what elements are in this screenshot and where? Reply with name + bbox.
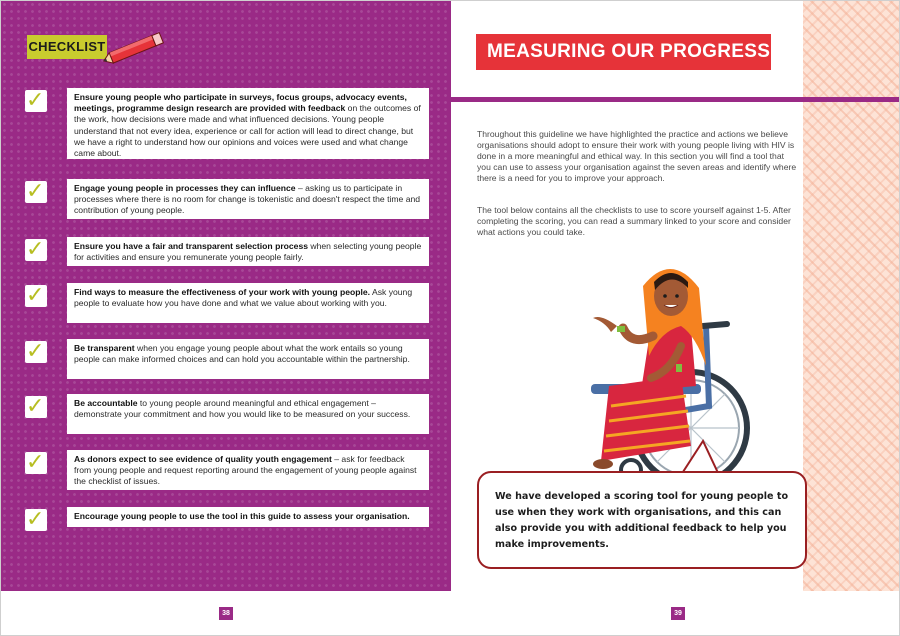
page-title: MEASURING OUR PROGRESS (476, 34, 771, 70)
checklist-item-heading: Ensure young people who participate in surveys, focus groups, advocacy events, meetings, programme design research are provided with feedback (74, 92, 407, 114)
pencil-icon (101, 27, 173, 67)
check-icon: ✓ (25, 239, 47, 261)
checklist-item-text: – ask for feedback from young people and request reporting around the engagement of young people against the checklist of issues. (74, 454, 417, 487)
checklist-item-text: – asking us to participate in processes where there is no room for change is tokenistic and doesn't respect the time and contribution of young people. (74, 183, 421, 216)
intro-paragraph: Throughout this guideline we have highlighted the practice and actions we believe organisations should adopt to ensure their work with young people living with HIV is done in a more meaningful and ethical way. In this section you will find a tool that you can use to assess your organisation against the seven areas and identify where there is a need for you to improve your approach. (477, 129, 797, 184)
checklist-item-text: when you engage young people about what the work entails so young people can make informed choices and can hold you accountable within the partnership. (74, 343, 410, 365)
check-icon: ✓ (25, 181, 47, 203)
page-number-left: 38 (219, 607, 233, 620)
checklist-tag: CHECKLIST (27, 35, 107, 59)
woman-in-wheelchair-illustration (531, 256, 811, 486)
check-icon: ✓ (25, 285, 47, 307)
checklist-item-text: when selecting young people for activities and ensure you remunerate young people fairly. (74, 241, 422, 263)
intro-paragraph-2: The tool below contains all the checklists to use to score yourself against 1-5. After completing the scoring, you can read a summary linked to your score and consider what actions you could take. (477, 205, 791, 238)
checklist-card (67, 450, 429, 490)
page-number-right: 39 (671, 607, 685, 620)
checklist-card (67, 179, 429, 219)
speech-bubble-tail (673, 439, 733, 475)
checklist-item-text: to young people around meaningful and ethical engagement – demonstrate your commitment and how you would like to be measured on your success. (74, 398, 411, 420)
divider-line (451, 97, 900, 102)
right-page (451, 1, 900, 636)
checklist-item-heading: Ensure you have a fair and transparent selection process (74, 241, 309, 251)
check-icon: ✓ (25, 396, 47, 418)
check-icon: ✓ (25, 341, 47, 363)
checklist-item-heading: Be transparent (74, 343, 135, 353)
checklist-card (67, 339, 429, 379)
checklist-item-heading: Engage young people in processes they can influence (74, 183, 296, 193)
checklist-card (67, 283, 429, 323)
check-icon: ✓ (25, 452, 47, 474)
checklist-item-text: on the outcomes of the work, how decisions were made and what influenced decisions. Young people understand that not every idea, experience or call for action will lead to direct change, but we have a right to understand how our opinions and voices were used and what change came about. (74, 103, 421, 159)
chevron-pattern-strip (803, 1, 900, 591)
check-icon: ✓ (25, 90, 47, 112)
check-icon: ✓ (25, 509, 47, 531)
checklist-item-heading: As donors expect to see evidence of quality youth engagement (74, 454, 332, 464)
checklist-item-heading: Find ways to measure the effectiveness of your work with young people. (74, 287, 371, 297)
checklist-item-heading: Be accountable (74, 398, 138, 408)
checklist-card (67, 394, 429, 434)
speech-bubble: We have developed a scoring tool for young people to use when they work with organisations, and this can also provide you with additional feedback to help you make improvements. (477, 471, 807, 569)
checklist-card (67, 88, 429, 159)
checklist-card (67, 507, 429, 527)
checklist-item-text: Ask young people to evaluate how you have done and what we value about working with you. (74, 287, 413, 309)
checklist-item-heading: Encourage young people to use the tool in this guide to assess your organisation. (74, 511, 410, 521)
checklist-card (67, 237, 429, 266)
left-page (1, 1, 451, 591)
